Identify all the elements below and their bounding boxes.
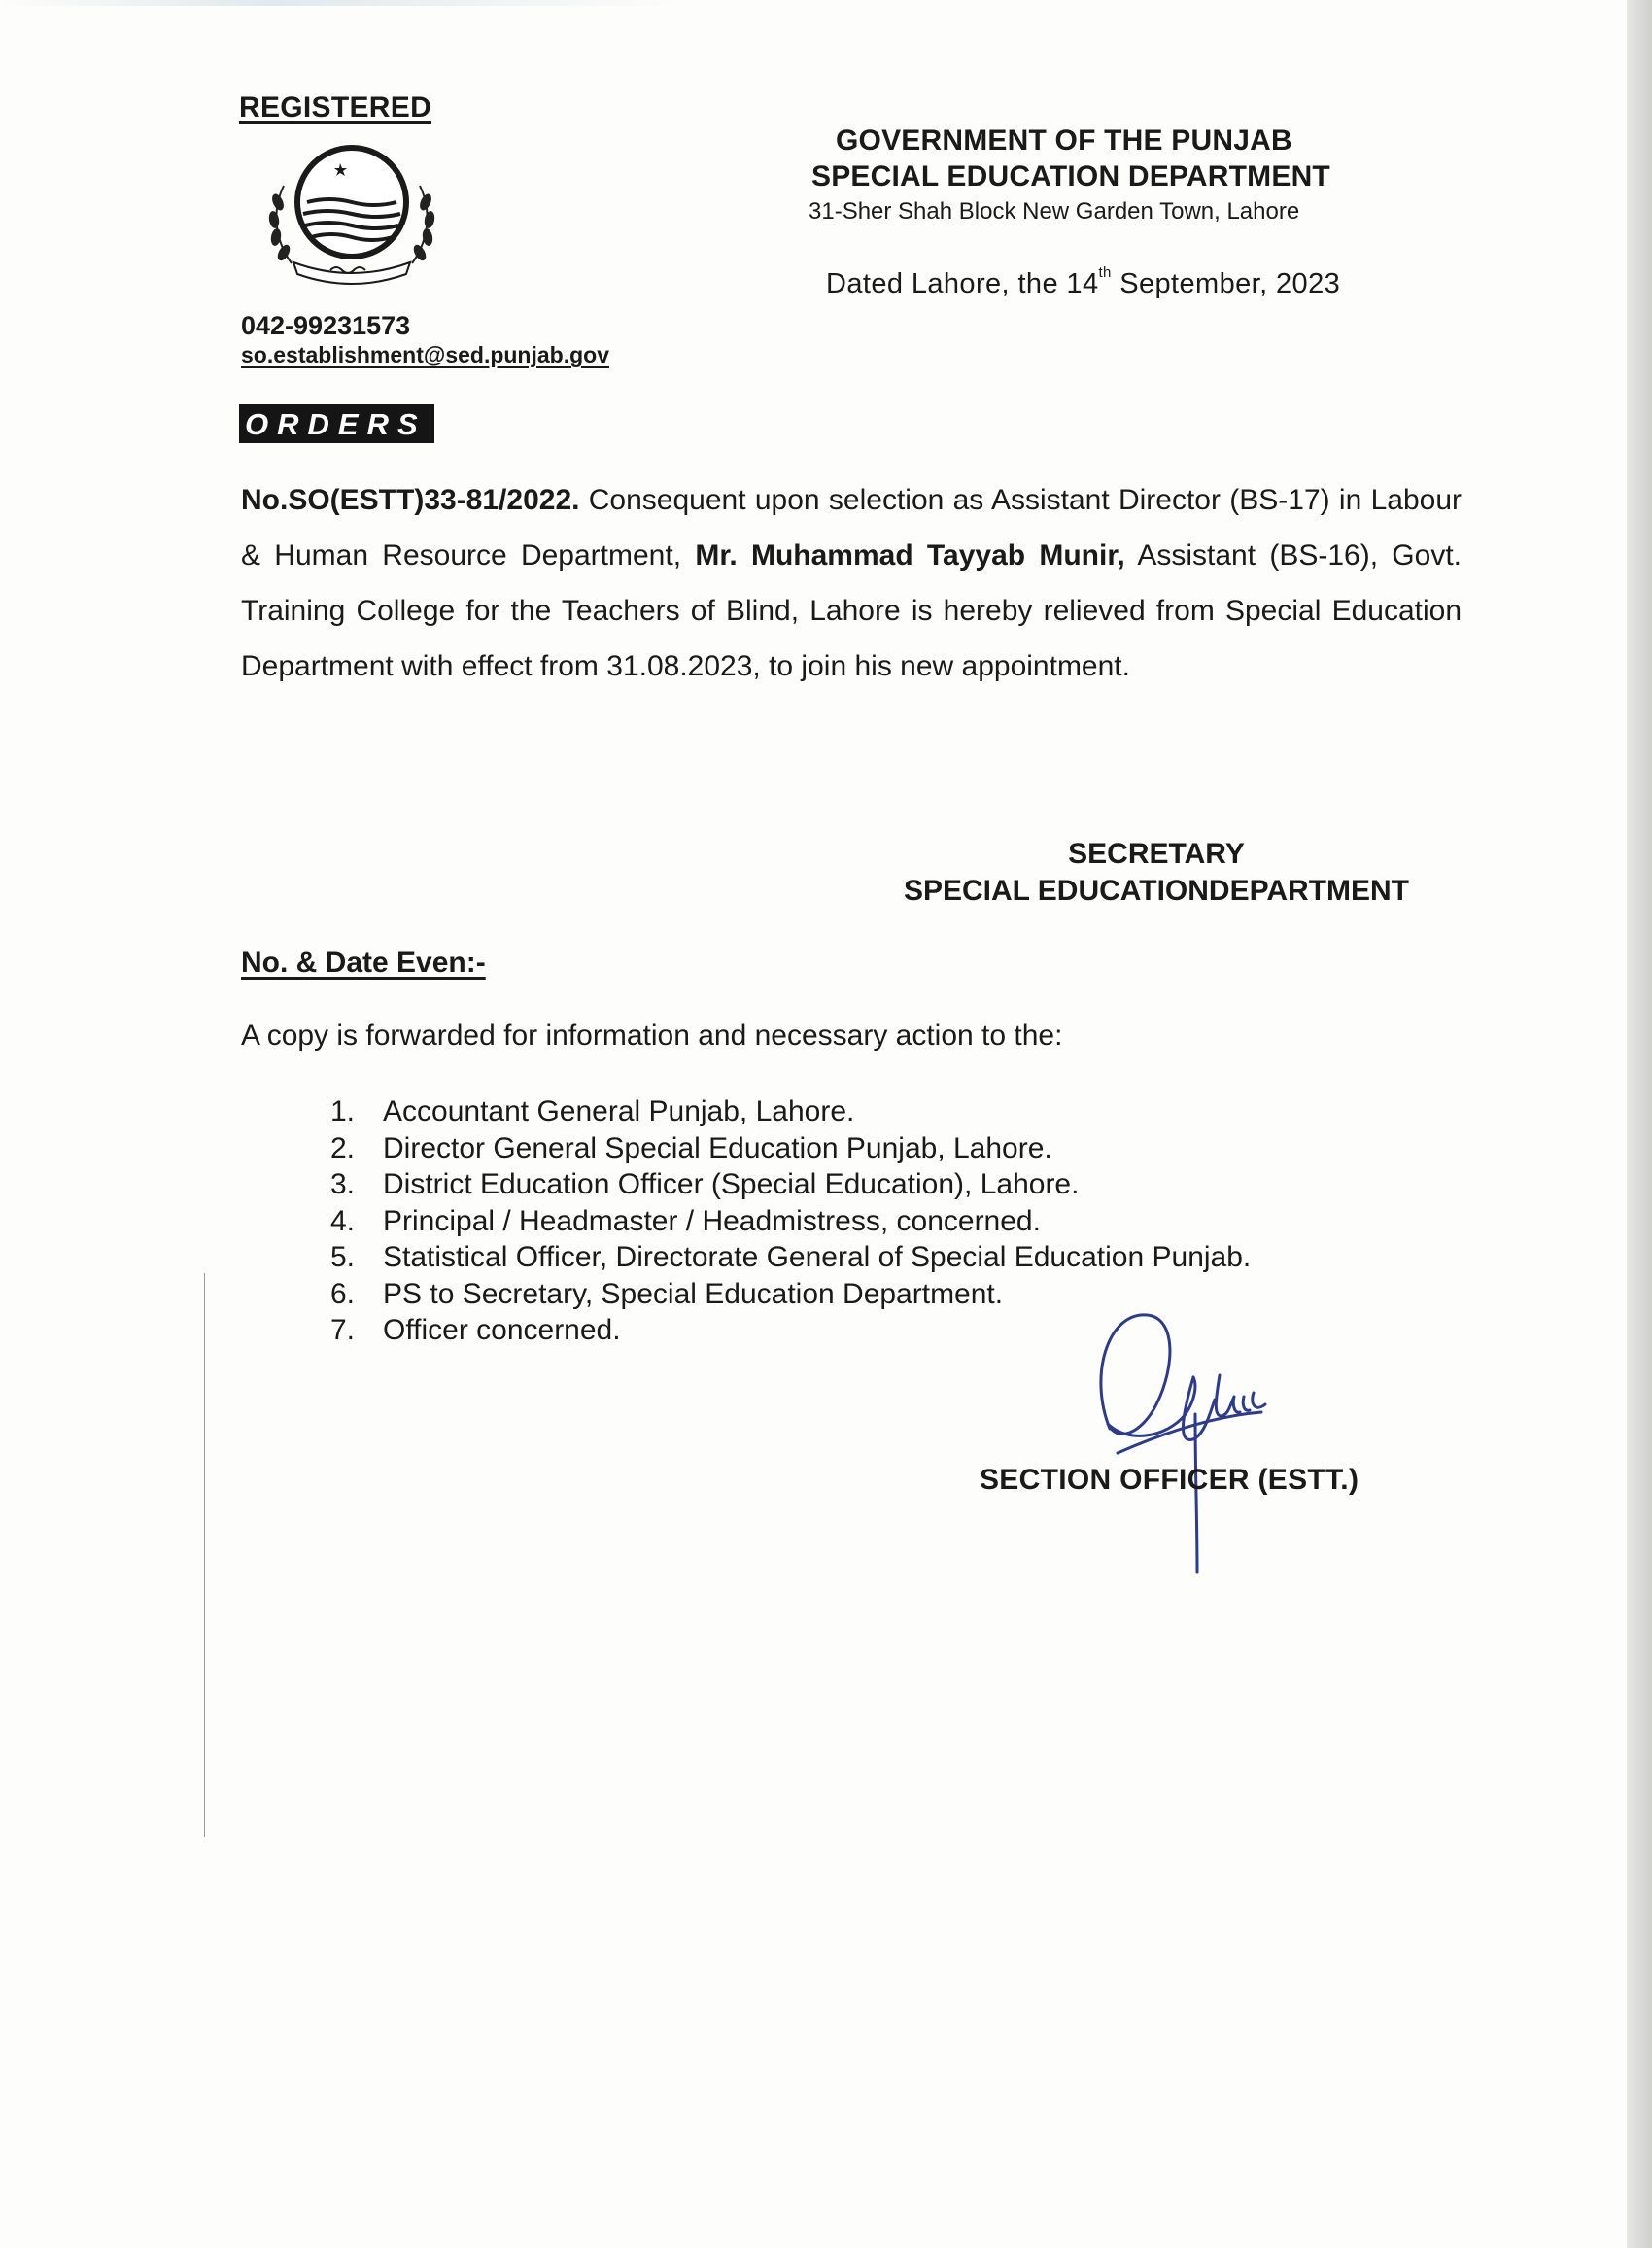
officer-name: Mr. Muhammad Tayyab Munir, — [695, 539, 1125, 571]
list-item-text: Principal / Headmaster / Headmistress, concerned. — [383, 1204, 1041, 1237]
list-item-number: 2. — [330, 1131, 356, 1164]
list-item-text: Officer concerned. — [383, 1314, 621, 1346]
list-item-number: 6. — [330, 1277, 356, 1310]
scan-margin-line — [204, 1273, 205, 1837]
list-item — [330, 1093, 1251, 1130]
dated-line — [826, 264, 1341, 300]
list-item-text: Statistical Officer, Directorate General of Special Education Punjab. — [383, 1241, 1252, 1273]
secretary-title: SECRETARY — [1068, 838, 1245, 870]
section-officer-title: SECTION OFFICER (ESTT.) — [980, 1464, 1359, 1496]
list-item — [330, 1130, 1251, 1167]
list-item-number: 1. — [330, 1095, 356, 1127]
order-ref-number: No.SO(ESTT)33-81/2022. — [241, 484, 580, 516]
phone-number: 042-99231573 — [241, 311, 411, 340]
scan-edge-right — [1627, 0, 1652, 2248]
government-title: GOVERNMENT OF THE PUNJAB — [836, 124, 1292, 156]
list-item-text: Accountant General Punjab, Lahore. — [383, 1095, 855, 1127]
order-paragraph — [241, 472, 1462, 694]
department-title: SPECIAL EDUCATION DEPARTMENT — [811, 160, 1330, 192]
list-item-number: 5. — [330, 1241, 356, 1273]
registered-label: REGISTERED — [239, 91, 432, 123]
order-text-1: Consequent upon selection as Assistant Director (BS-17) in Labour & Human Resource Department, — [241, 484, 1462, 571]
punjab-emblem-icon — [255, 142, 449, 288]
scan-edge-top — [0, 0, 680, 6]
handwritten-signature-icon — [1050, 1307, 1292, 1579]
list-item — [330, 1166, 1251, 1203]
no-date-even: No. & Date Even:- — [241, 947, 486, 979]
list-item — [330, 1203, 1251, 1240]
email-address[interactable]: so.establishment@sed.punjab.gov — [241, 342, 609, 367]
list-item-number: 4. — [330, 1204, 356, 1237]
dated-prefix: Dated Lahore, the 14 — [826, 268, 1099, 299]
department-address: 31-Sher Shah Block New Garden Town, Lahore — [809, 198, 1300, 225]
dated-rest: September, 2023 — [1111, 268, 1341, 299]
secretary-department: SPECIAL EDUCATIONDEPARTMENT — [903, 875, 1410, 907]
forward-text: A copy is forwarded for information and necessary action to the: — [241, 1020, 1063, 1052]
list-item-text: District Education Officer (Special Education), Lahore. — [383, 1168, 1080, 1200]
list-item-number: 7. — [330, 1314, 356, 1346]
list-item — [330, 1239, 1251, 1276]
list-item-text: Director General Special Education Punjab, Lahore. — [383, 1131, 1052, 1164]
list-item-number: 3. — [330, 1168, 356, 1200]
secretary-signature-block — [855, 836, 1458, 910]
order-text-2: Assistant (BS-16), Govt. Training College for the Teachers of Blind, Lahore is hereby relieved from Special Education Department with effect from 31.08.2023, to join his new appointment. — [241, 539, 1462, 682]
orders-heading: ORDERS — [239, 404, 434, 443]
dated-ordinal: th — [1098, 264, 1112, 281]
list-item-text: PS to Secretary, Special Education Department. — [383, 1277, 1004, 1310]
